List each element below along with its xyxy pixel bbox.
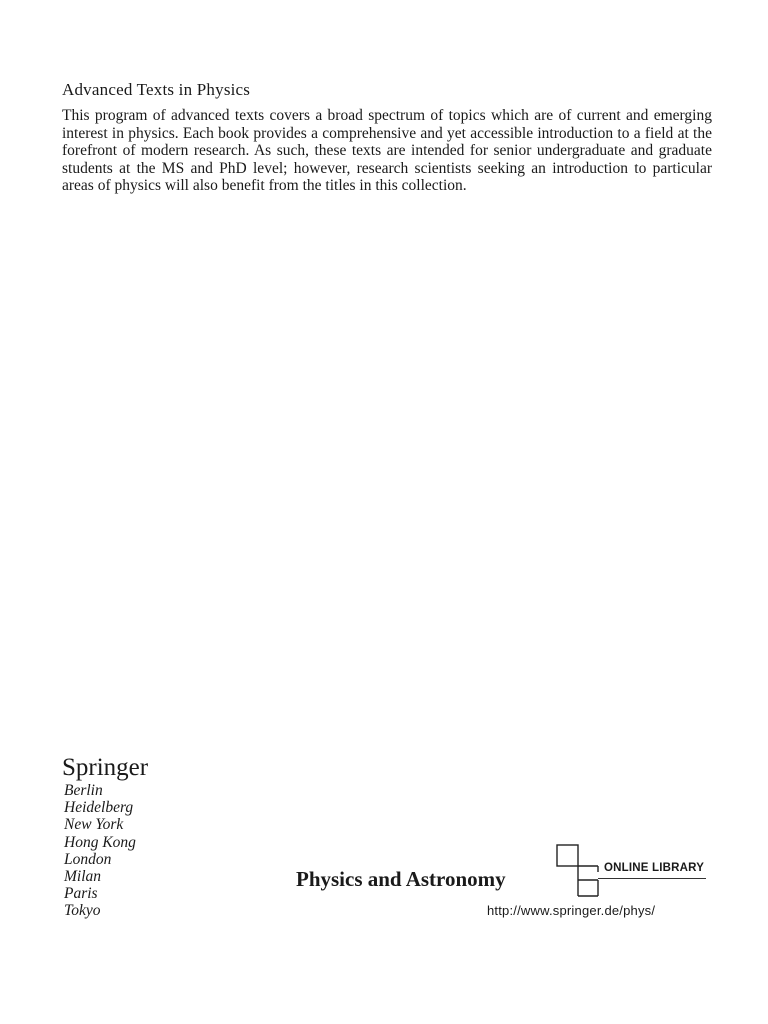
publisher-cities xyxy=(64,782,136,920)
series-description: This program of advanced texts covers a broad spectrum of topics which are of current and emerging interest in physics. Each book provides a comprehensive and yet accessible introduction to a field at the forefront of modern research. As such, these texts are intended for senior undergraduate and graduate students at the MS and PhD level; however, research scientists seeking an introduction to particular areas of physics will also benefit from the titles in this collection. xyxy=(62,107,712,195)
online-library-rule xyxy=(598,878,706,879)
springer-url: http://www.springer.de/phys/ xyxy=(487,903,656,918)
city-item: Heidelberg xyxy=(64,799,134,817)
city-item: London xyxy=(64,850,112,868)
city-item: Tokyo xyxy=(64,902,101,920)
city-item: Paris xyxy=(64,885,98,903)
subject-title: Physics and Astronomy xyxy=(296,867,506,891)
series-title: Advanced Texts in Physics xyxy=(62,80,251,99)
online-library-logo-icon xyxy=(556,844,600,898)
city-item: Hong Kong xyxy=(64,833,136,851)
online-library-label: ONLINE LIBRARY xyxy=(604,862,705,874)
city-item: New York xyxy=(64,816,124,834)
city-item: Milan xyxy=(64,868,102,886)
city-item: Berlin xyxy=(64,782,103,799)
publisher-name: Springer xyxy=(62,754,149,781)
